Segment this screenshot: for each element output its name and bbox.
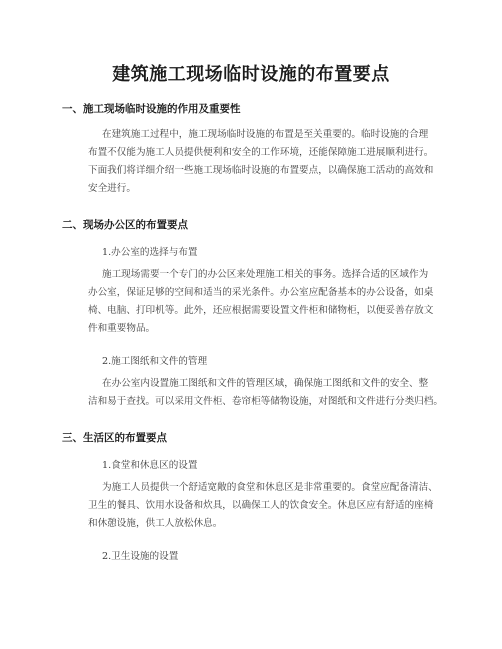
paragraph-line: 洁和易于查找。可以采用文件柜、卷帘柜等储物设施，对图纸和文件进行分类归档。 xyxy=(88,396,443,407)
subheading-canteen: 1.食堂和休息区的设置 xyxy=(102,460,198,471)
subheading-office: 1.办公室的选择与布置 xyxy=(102,247,198,258)
section-2-paragraph-1 xyxy=(88,266,440,338)
subheading-sanitation: 2.卫生设施的设置 xyxy=(102,551,179,562)
paragraph-line: 在建筑施工过程中，施工现场临时设施的布置是至关重要的。临时设施的合理 xyxy=(102,129,429,140)
paragraph-line: 布置不仅能为施工人员提供便利和安全的工作环境，还能保障施工进展顺利进行。 xyxy=(88,147,434,158)
section-heading-2: 二、现场办公区的布置要点 xyxy=(62,219,188,231)
paragraph-line: 和休憩设施，供工人放松休息。 xyxy=(88,518,223,529)
paragraph-line: 件和重要物品。 xyxy=(88,323,156,334)
paragraph-line: 下面我们将详细介绍一些施工现场临时设施的布置要点，以确保施工活动的高效和 xyxy=(88,165,434,176)
paragraph-line: 椅、电脑、打印机等。此外，还应根据需要设置文件柜和储物柜，以便妥善存放文 xyxy=(88,305,434,316)
subheading-drawings: 2.施工图纸和文件的管理 xyxy=(102,356,208,367)
paragraph-line: 为施工人员提供一个舒适宽敞的食堂和休息区是非常重要的。食堂应配备清洁、 xyxy=(102,482,438,493)
section-3-paragraph-1 xyxy=(88,479,440,533)
document-title: 建筑施工现场临时设施的布置要点 xyxy=(112,64,390,85)
paragraph-line: 安全进行。 xyxy=(88,183,136,194)
section-heading-3: 三、生活区的布置要点 xyxy=(62,432,167,444)
paragraph-line: 施工现场需要一个专门的办公区来处理施工相关的事务。选择合适的区域作为 xyxy=(102,269,429,280)
section-2-paragraph-2 xyxy=(88,375,443,411)
paragraph-line: 办公室，保证足够的空间和适当的采光条件。办公室应配备基本的办公设备，如桌 xyxy=(88,287,434,298)
section-1-paragraph xyxy=(88,126,440,198)
paragraph-line: 卫生的餐具、饮用水设备和炊具，以确保工人的饮食安全。休息区应有舒适的座椅 xyxy=(88,500,434,511)
section-heading-1: 一、施工现场临时设施的作用及重要性 xyxy=(62,103,241,115)
paragraph-line: 在办公室内设置施工图纸和文件的管理区域，确保施工图纸和文件的安全、整 xyxy=(102,378,429,389)
